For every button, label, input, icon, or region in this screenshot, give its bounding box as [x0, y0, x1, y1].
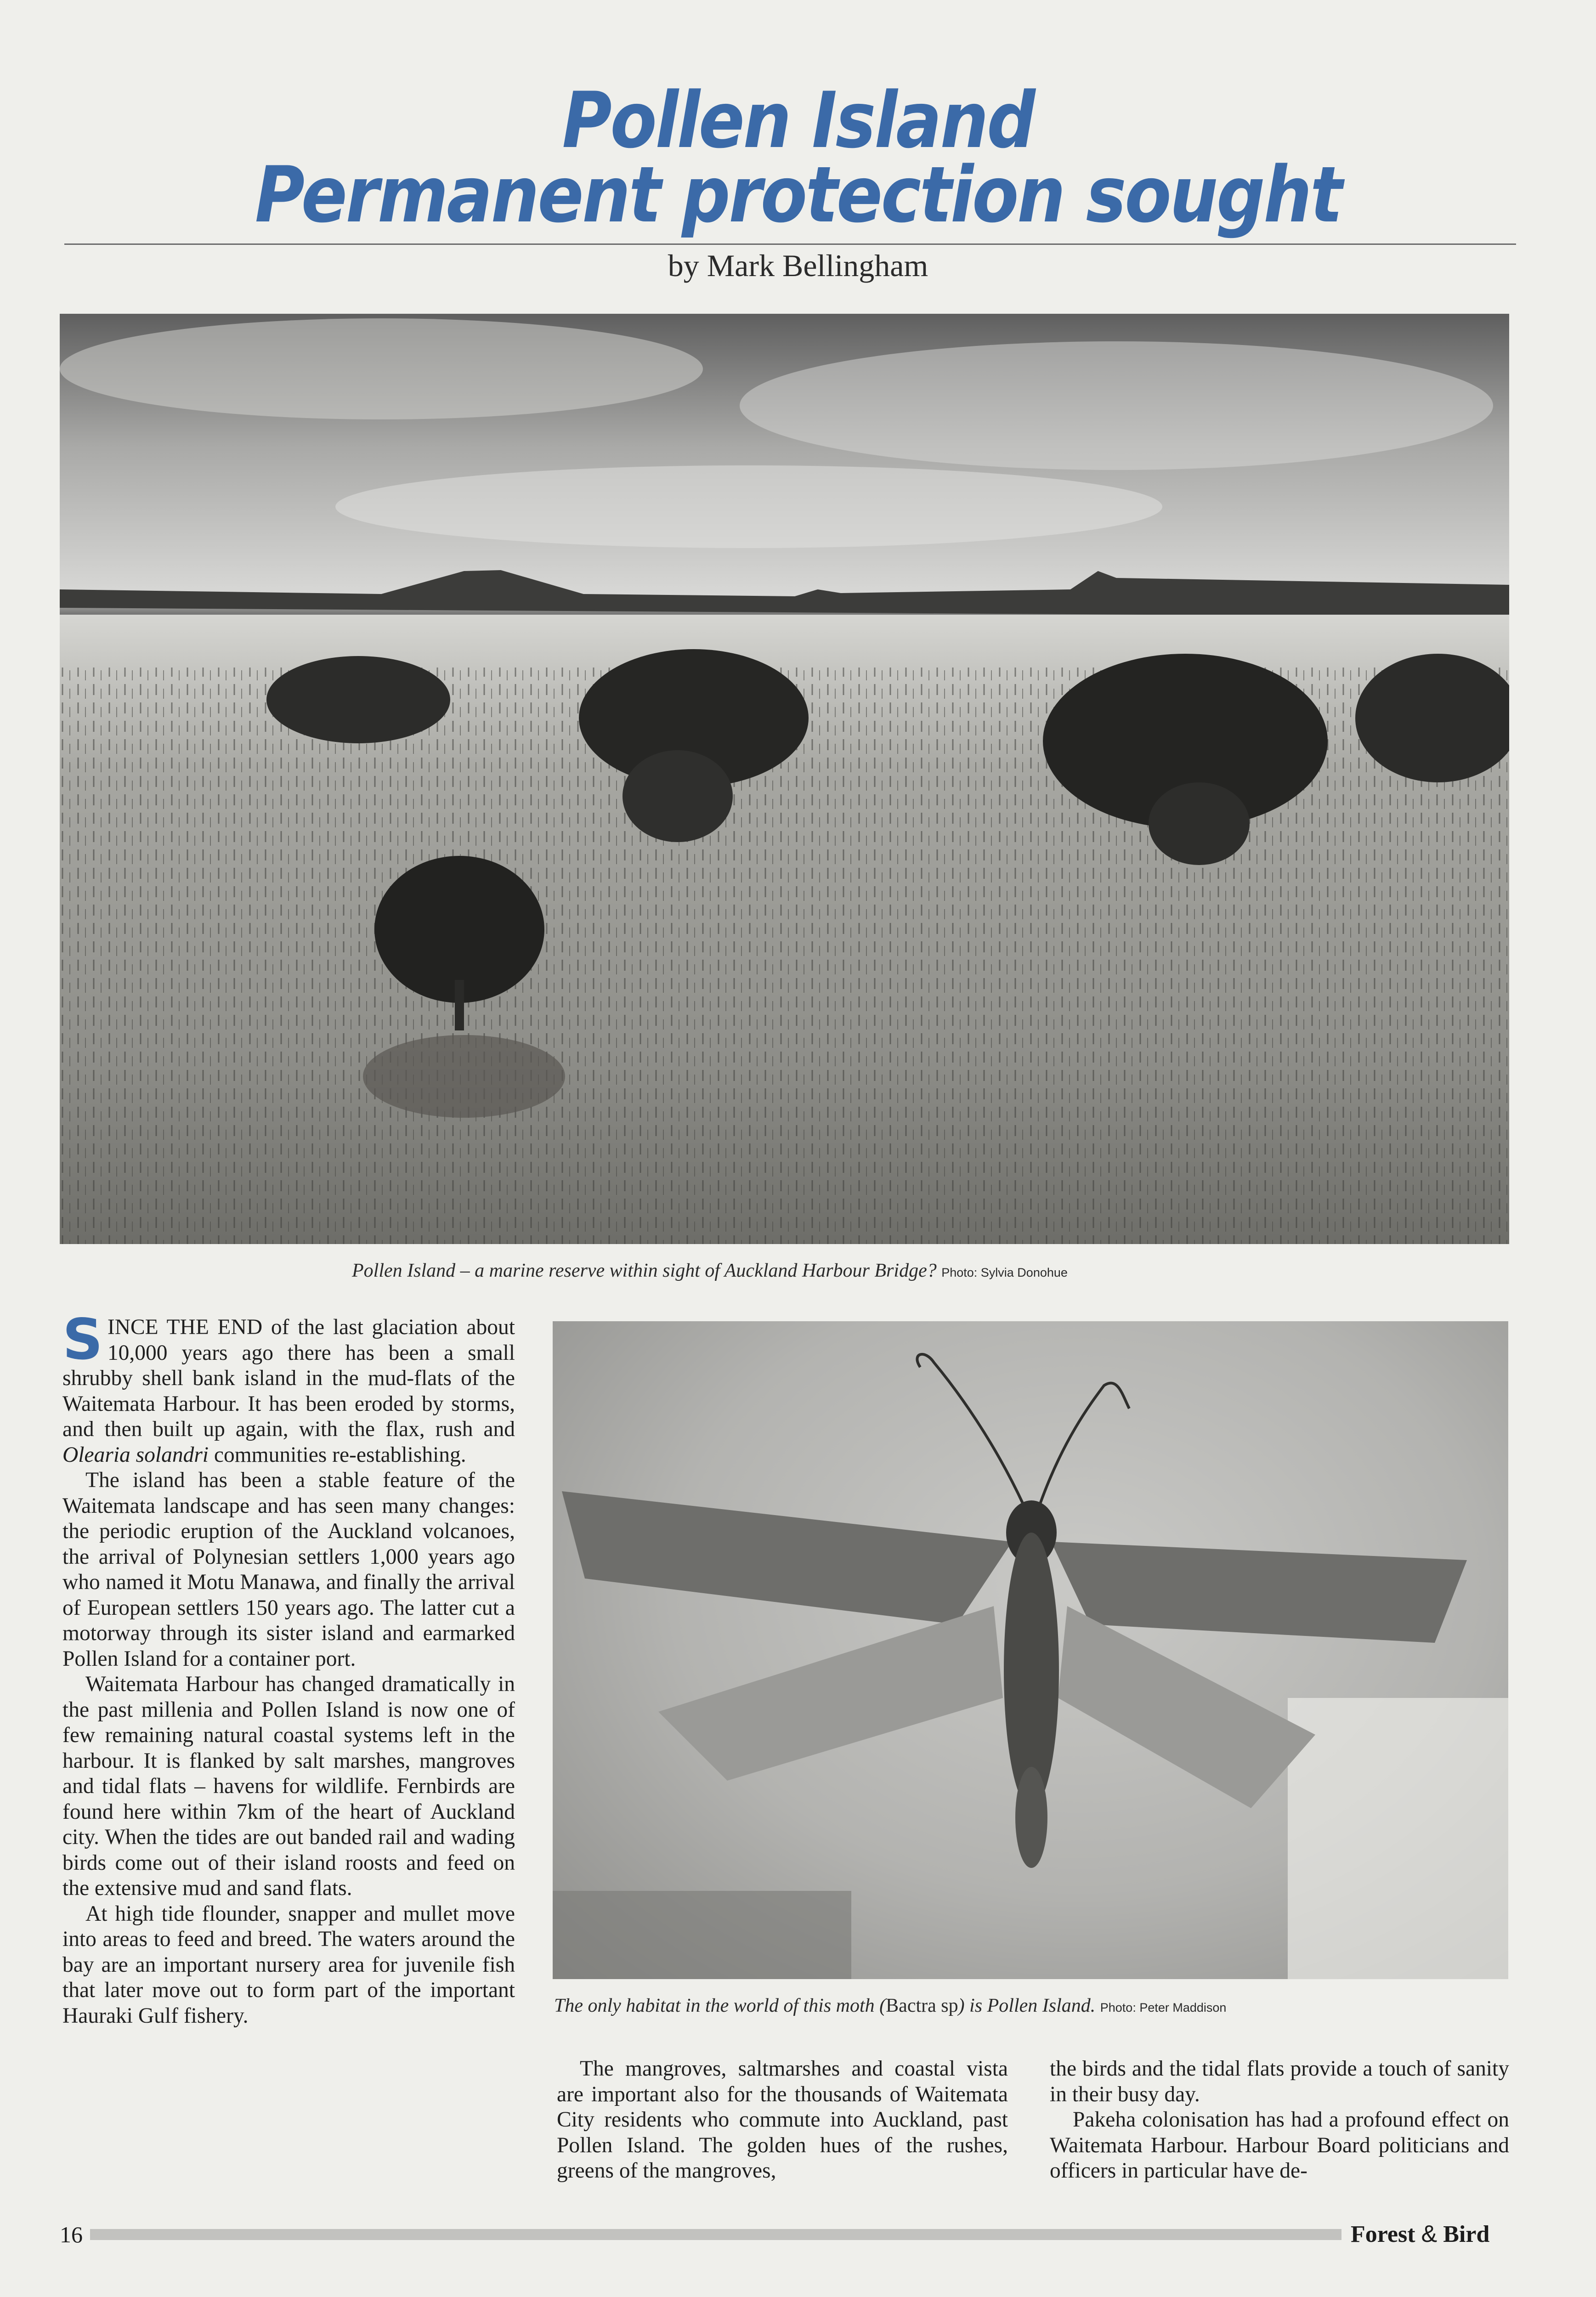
- brand-forest: Forest: [1351, 2221, 1415, 2247]
- headline-line-1: Pollen Island: [562, 75, 1034, 165]
- moth-photo: [553, 1321, 1508, 1979]
- byline: by Mark Bellingham: [668, 248, 928, 283]
- top-photo-caption-text: Pollen Island – a marine reserve within sight of Auckland Harbour Bridge?: [352, 1260, 937, 1281]
- headline-line-2: Permanent protection sought: [255, 150, 1341, 240]
- article-paragraph-3: Waitemata Harbour has changed dramatically in the past millenia and Pollen Island is now one of few remaining natural coastal systems left in the harbour. It is flanked by salt marshes, mangroves and tidal flats – havens for wildlife. Fernbirds are found here within 7km of the heart of Auckland city. When the tides are out banded rail and wading birds come out of their island roosts and feed on the extensive mud and sand flats.: [62, 1672, 515, 1900]
- mangrove-photo: [60, 314, 1509, 1244]
- lead-in: INCE THE END: [107, 1315, 263, 1339]
- paragraph-1-end: communities re-establishing.: [209, 1443, 466, 1467]
- article-paragraph-2: The island has been a stable feature of the Waitemata landscape and has seen many changes: the periodic eruption of the Auckland volcanoes, the arrival of Polynesian settlers 1,000 years ago who named it Motu Manawa, and finally the arrival of European settlers 150 years ago. The latter cut a motorway through its sister island and earmarked Pollen Island for a container port.: [62, 1468, 515, 1671]
- moth-photo-illustration: [553, 1321, 1508, 1979]
- moth-photo-credit: Photo: Peter Maddison: [1100, 2001, 1227, 2014]
- title-divider: [64, 243, 1516, 245]
- mangrove-photo-illustration: [60, 314, 1509, 1244]
- article-paragraph-5: The mangroves, saltmarshes and coastal vista are important also for the thousands of Waitemata City residents who commute into Auckland, past Pollen Island. The golden hues of the rushes, greens of the mangroves,: [557, 2057, 1008, 2183]
- article-paragraph-6: the birds and the tidal flats provide a touch of sanity in their busy day.: [1050, 2057, 1509, 2106]
- article-paragraph-4: At high tide flounder, snapper and mullet move into areas to feed and breed. The waters around the bay are an important nursery area for juvenile fish that later move out to form part of the important Hauraki Gulf fishery.: [62, 1901, 515, 2028]
- top-photo-caption: [352, 1259, 1068, 1284]
- moth-species-name: Bactra sp: [886, 1995, 958, 2016]
- page-number: 16: [60, 2222, 83, 2247]
- moth-caption-part-1: The only habitat in the world of this moth (: [554, 1995, 886, 2016]
- article-paragraph-7: Pakeha colonisation has had a profound effect on Waitemata Harbour. Harbour Board politicians and officers in particular have de-: [1050, 2108, 1509, 2183]
- species-name: Olearia solandri: [62, 1443, 209, 1467]
- footer-bar: [90, 2229, 1341, 2240]
- moth-caption-part-2: ) is Pollen Island.: [958, 1995, 1096, 2016]
- paragraph-1-text: of the last glaciation about 10,000 years ago there has been a small shrubby shell bank island in the mud-flats of the Waitemata Harbour. It has been eroded by storms, and then built up again, with the flax, rush and: [62, 1315, 515, 1441]
- brand-bird: Bird: [1443, 2221, 1490, 2247]
- article-column-3: [1050, 2056, 1509, 2184]
- top-photo-credit: Photo: Sylvia Donohue: [941, 1266, 1068, 1279]
- article-column-2: [557, 2056, 1008, 2184]
- moth-photo-caption: [554, 1994, 1226, 2020]
- article-column-1: [62, 1307, 515, 2029]
- magazine-brand: [1351, 2221, 1489, 2248]
- brand-ampersand: &: [1421, 2221, 1438, 2247]
- drop-cap: S: [62, 1307, 103, 1372]
- article-paragraph-1: [62, 1307, 515, 1468]
